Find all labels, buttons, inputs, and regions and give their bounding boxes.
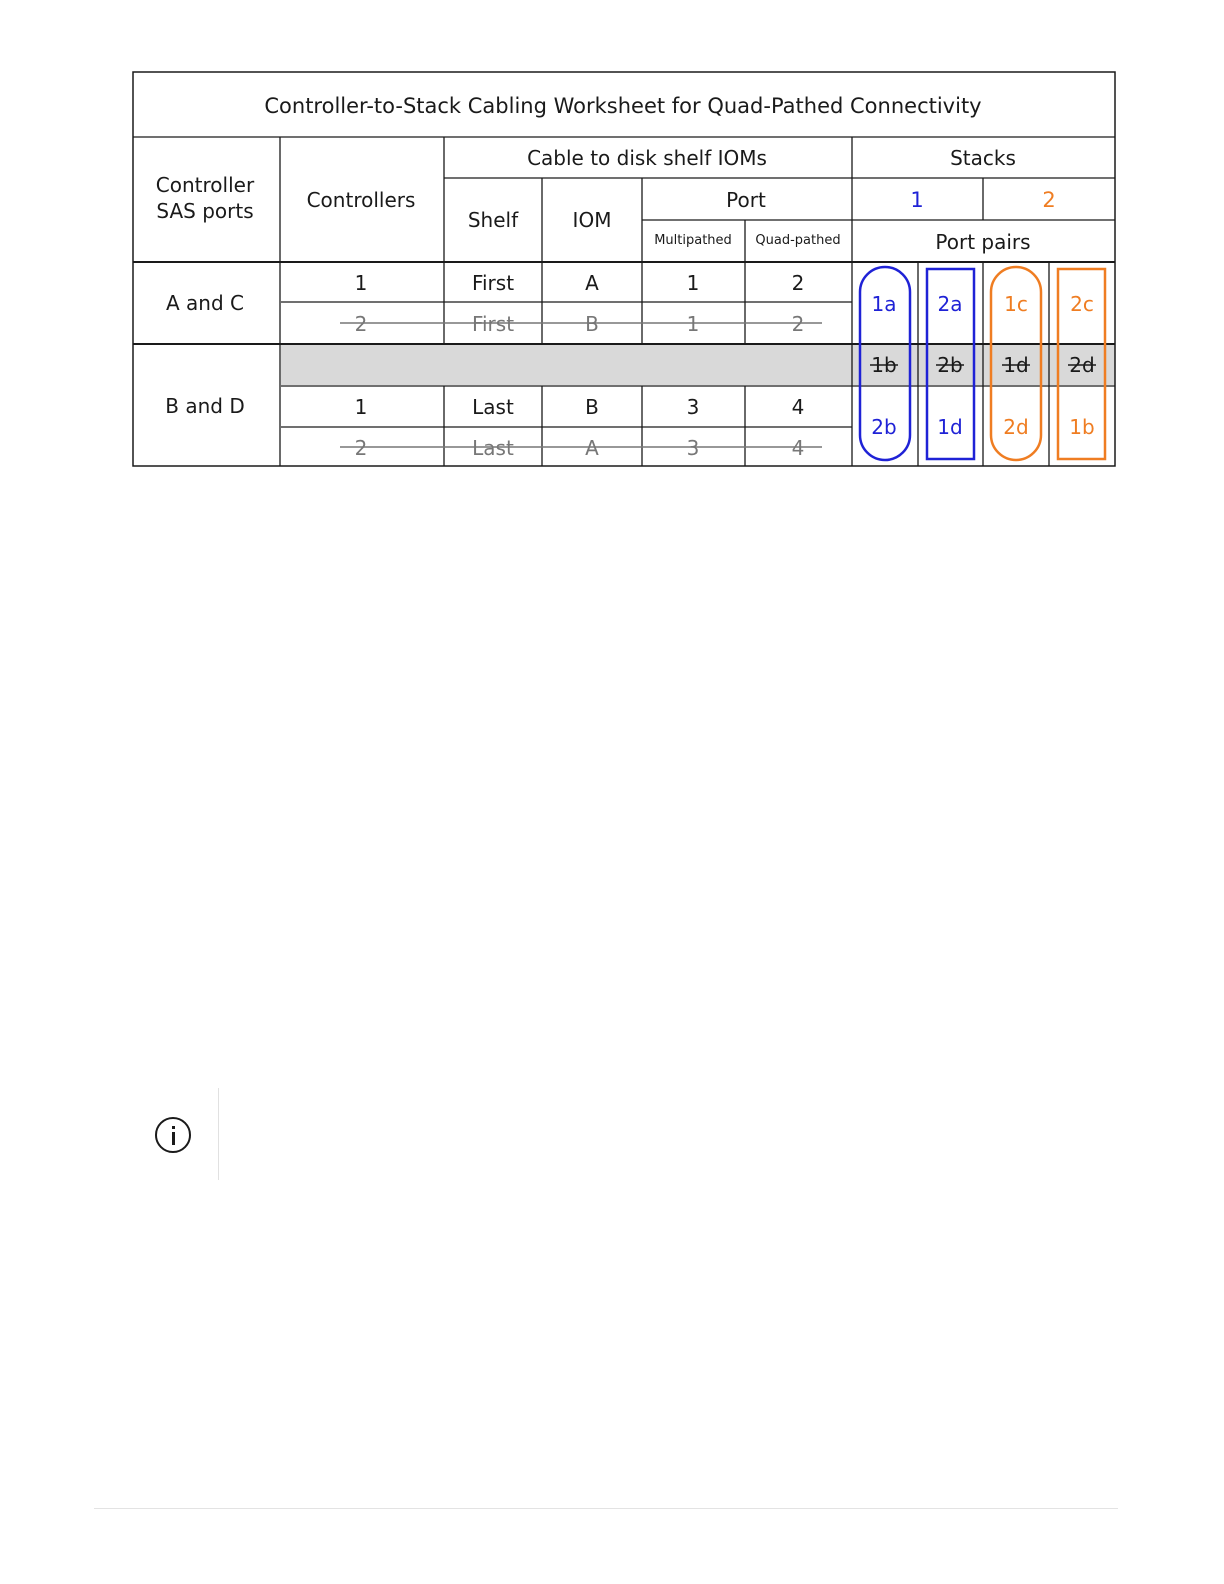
port-pair-bottom-2: 1d [937, 415, 963, 439]
sas-ports-b-and-d: B and D [165, 394, 245, 418]
port-pair-top-3: 1c [1004, 292, 1028, 316]
header-stack-1: 1 [910, 188, 924, 212]
row2-controller: 1 [354, 395, 368, 419]
row1-struck-controller: 2 [354, 312, 368, 336]
row1-struck-iom: B [585, 312, 599, 336]
row2-struck-controller: 2 [354, 436, 368, 460]
table-grid [133, 137, 1115, 466]
header-iom: IOM [572, 208, 612, 232]
row1-controller: 1 [354, 271, 368, 295]
port-pair-bottom-3: 2d [1003, 415, 1029, 439]
header-shelf: Shelf [467, 208, 519, 232]
header-controller-sas-ports: Controller [155, 173, 255, 197]
row2-struck-iom: A [585, 436, 599, 460]
worksheet-title: Controller-to-Stack Cabling Worksheet for Quad-Pathed Connectivity [264, 94, 982, 118]
header-port: Port [726, 188, 766, 212]
port-pair-struck-1: 1b [871, 353, 897, 377]
info-icon [155, 1117, 191, 1153]
row2-quad-pathed: 4 [791, 395, 805, 419]
row2-struck-multipathed: 3 [686, 436, 700, 460]
port-pair-struck-3: 1d [1003, 353, 1029, 377]
row2-struck-shelf: Last [472, 436, 514, 460]
row2-multipathed: 3 [686, 395, 700, 419]
row2-shelf: Last [472, 395, 514, 419]
header-stacks: Stacks [950, 146, 1016, 170]
row1-struck-multipathed: 1 [686, 312, 700, 336]
row1-shelf: First [471, 271, 515, 295]
header-controller-sas-ports-line2: SAS ports [156, 199, 254, 223]
port-pair-top-1: 1a [871, 292, 897, 316]
port-pair-struck-2: 2b [937, 353, 963, 377]
row1-struck-quad-pathed: 2 [791, 312, 805, 336]
footer-divider [94, 1508, 1118, 1509]
row2-iom: B [585, 395, 599, 419]
header-port-pairs: Port pairs [935, 230, 1031, 254]
header-stack-2: 2 [1042, 188, 1056, 212]
header-multipathed: Multipathed [654, 233, 732, 248]
row2-struck-quad-pathed: 4 [791, 436, 805, 460]
cabling-worksheet-table [0, 0, 1224, 480]
port-pair-bottom-4: 1b [1069, 415, 1095, 439]
row1-struck-shelf: First [471, 312, 515, 336]
port-pair-top-2: 2a [937, 292, 963, 316]
note-divider [218, 1088, 219, 1180]
header-cable-to-disk-shelf: Cable to disk shelf IOMs [527, 146, 767, 170]
port-pair-struck-4: 2d [1069, 353, 1095, 377]
row1-quad-pathed: 2 [791, 271, 805, 295]
header-controllers: Controllers [306, 188, 416, 212]
port-pair-top-4: 2c [1070, 292, 1094, 316]
header-quad-pathed: Quad-pathed [755, 233, 841, 248]
row1-iom: A [585, 271, 599, 295]
row1-multipathed: 1 [686, 271, 700, 295]
sas-ports-a-and-c: A and C [166, 291, 244, 315]
port-pair-bottom-1: 2b [871, 415, 897, 439]
